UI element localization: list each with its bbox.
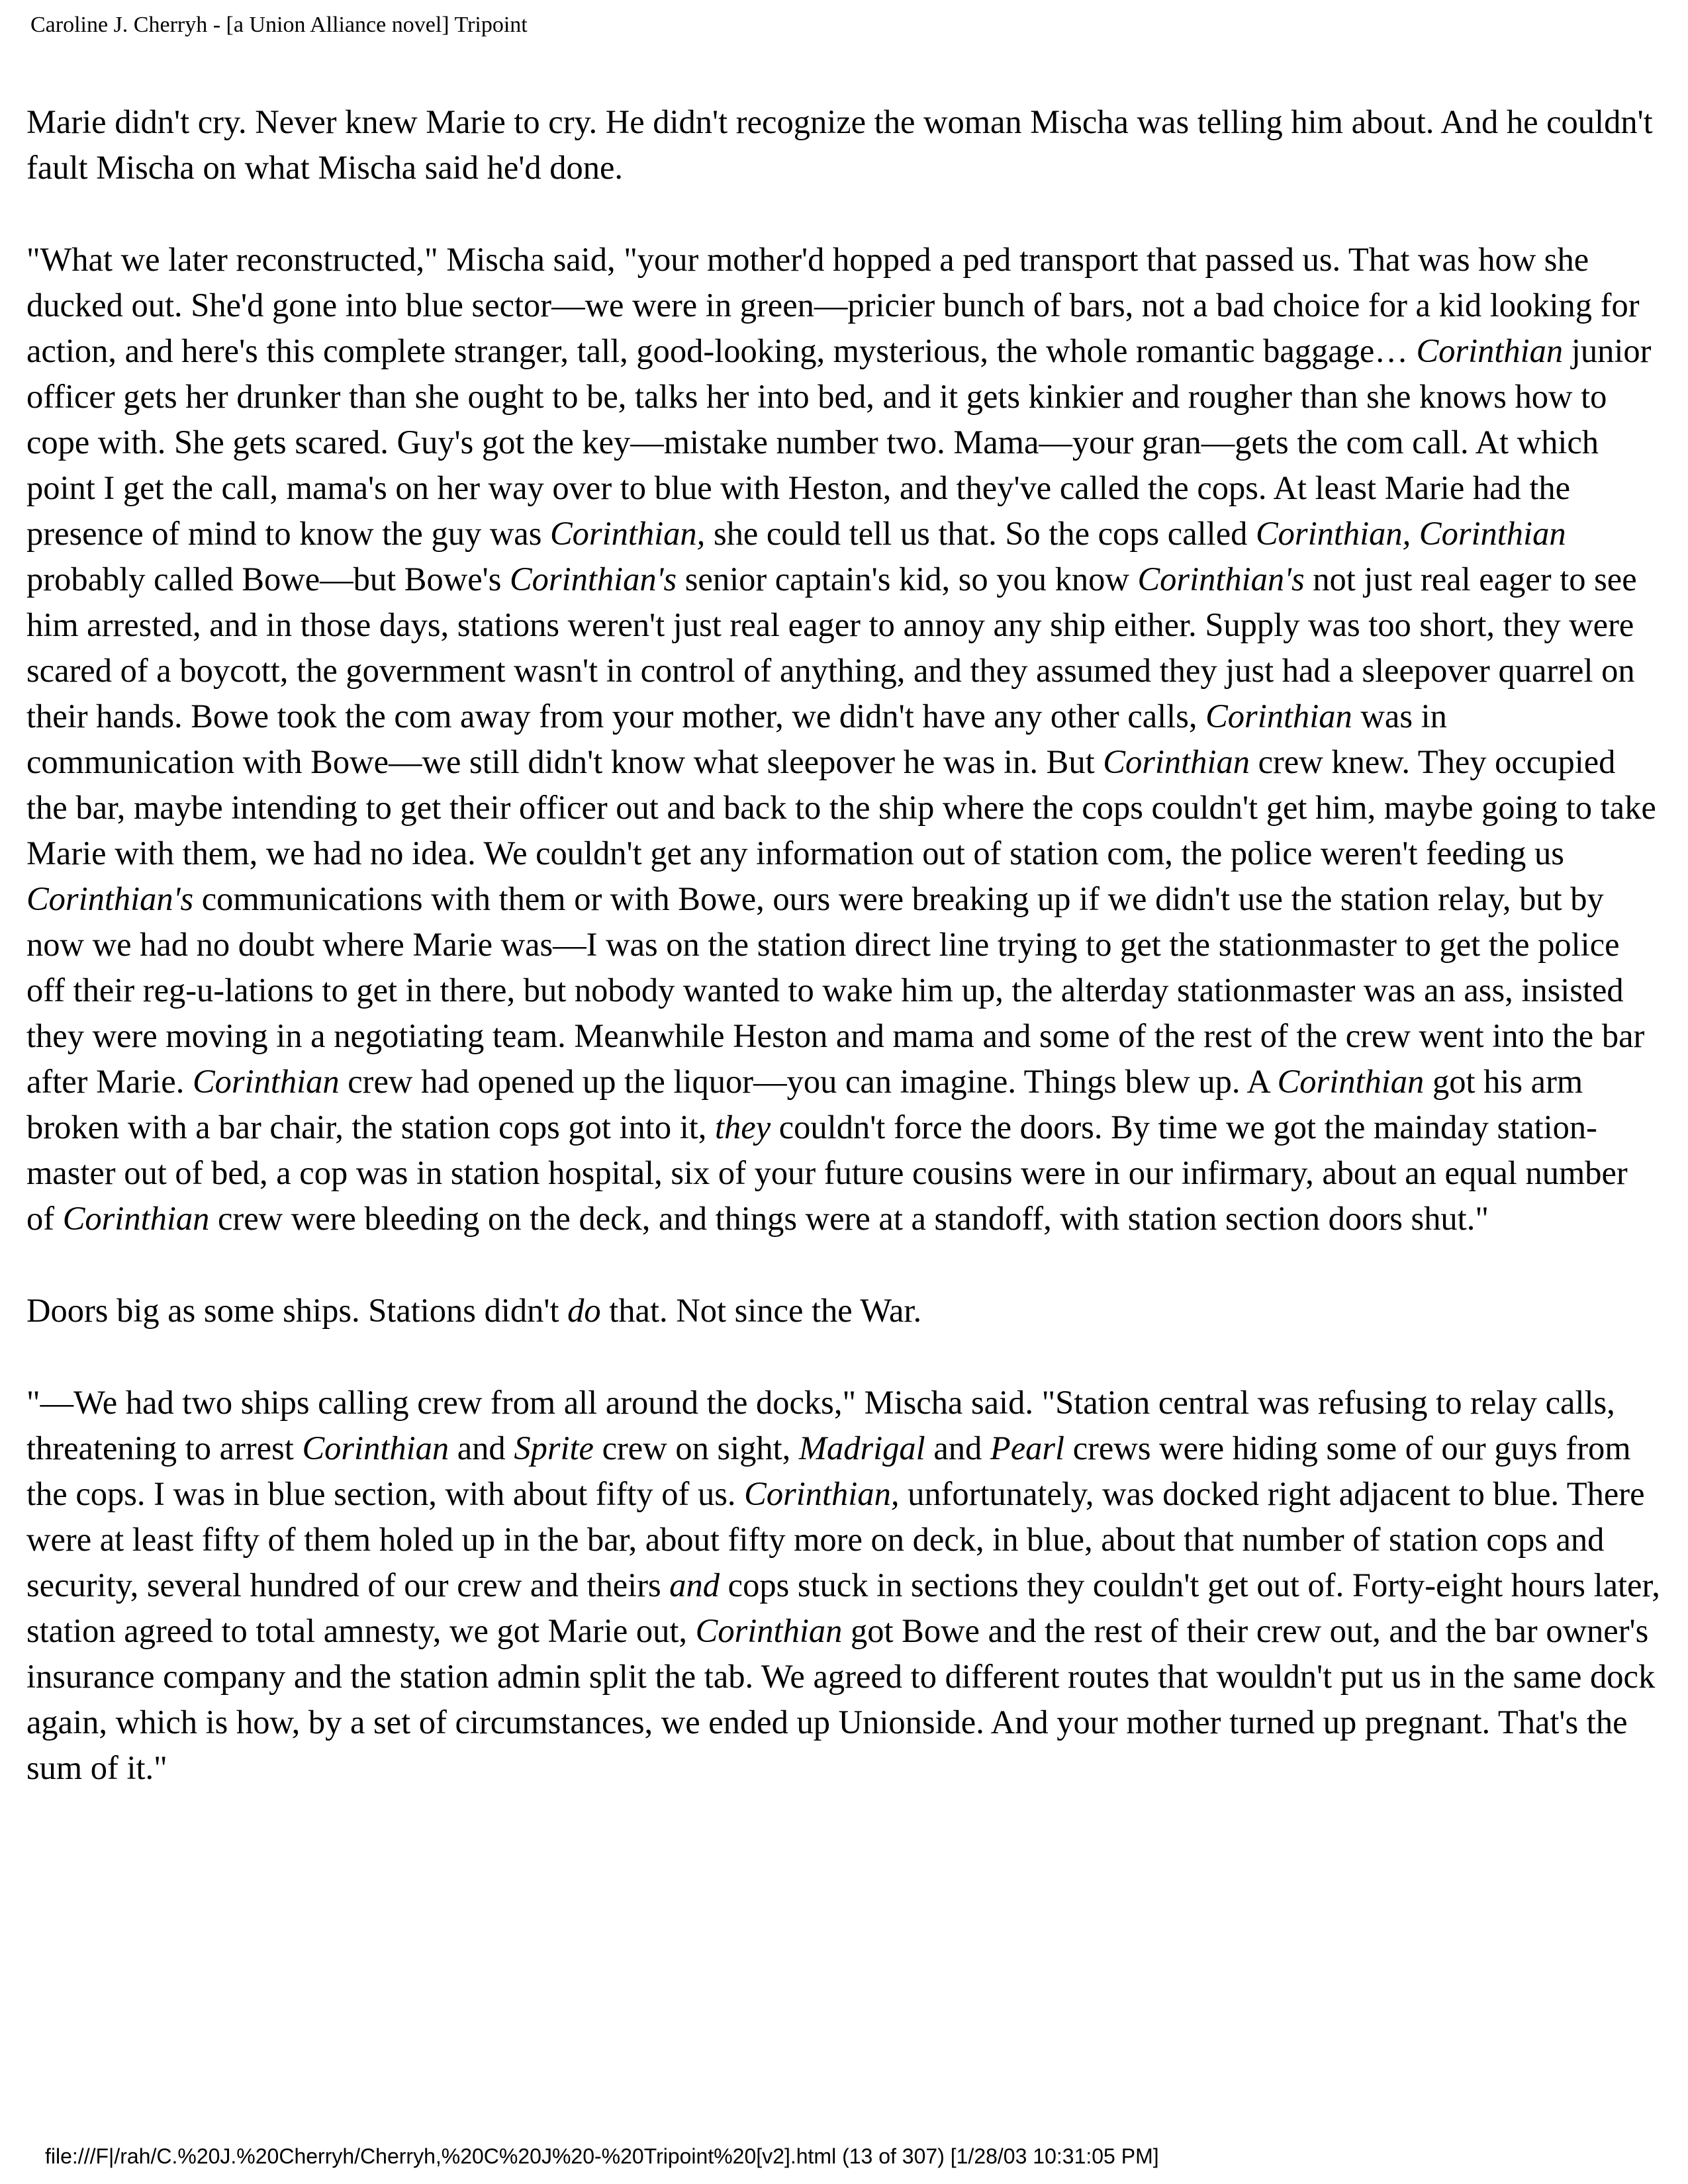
italic-text: Corinthian,	[744, 1475, 900, 1512]
text-run: not just real eager to see him arrested, and in those days, stations weren't just real eager to annoy any ship either. Supply was too short, they were scared of a boycott, the government wasn't in control of anything, and they assumed they just had a sleepover quarrel on their hands. Bowe took the com away from your mother, we didn't have any other calls,	[26, 561, 1637, 735]
italic-text: Sprite	[514, 1430, 594, 1467]
italic-text: Corinthian	[1103, 743, 1250, 780]
italic-text: Corinthian	[192, 1063, 340, 1100]
text-run: "What we later reconstructed," Mischa said, "your mother'd hopped a ped transport that passed us. That was how she ducked out. She'd gone into blue sector—we were in green—pricier bunch of bars, not a bad choice for a kid looking for action, and here's this complete stranger, tall, good-looking, mysterious, the whole romantic baggage…	[26, 241, 1640, 369]
italic-text: Pearl	[990, 1430, 1065, 1467]
page-header: Caroline J. Cherryh - [a Union Alliance novel] Tripoint	[30, 13, 528, 37]
text-run: she could tell us that. So the cops called	[705, 515, 1256, 552]
text-run: crew knew. They occupied the bar, maybe intending to get their officer out and back to the ship where the cops couldn't get him, maybe going to take Marie with them, we had no idea. We couldn't get any information out of station com, the police weren't feeding us	[26, 743, 1656, 872]
paragraph	[26, 99, 1662, 191]
text-run: crew on sight,	[593, 1430, 799, 1467]
text-run: crew were bleeding on the deck, and things were at a standoff, with station section doors shut."	[209, 1200, 1489, 1237]
text-run: "—We had two ships calling crew from all around the docks," Mischa said. "Station central was refusing to relay calls, threatening to arrest	[26, 1384, 1615, 1467]
page-footer: file:///F|/rah/C.%20J.%20Cherryh/Cherryh,%20C%20J%20-%20Tripoint%20[v2].html (13 of 307) [1/28/03 10:31:05 PM]	[45, 2144, 1159, 2168]
text-run: Doors big as some ships. Stations didn't	[26, 1292, 568, 1329]
italic-text: Corinthian's	[26, 880, 194, 917]
italic-text: Corinthian's	[1137, 561, 1305, 598]
text-run: probably called Bowe—but Bowe's	[26, 561, 510, 598]
text-run: that. Not since the War.	[600, 1292, 922, 1329]
text-run: cops stuck in sections they couldn't get out of. Forty-eight hours later, station agreed to total amnesty, we got Marie out,	[26, 1567, 1660, 1649]
italic-text: and	[669, 1567, 720, 1604]
italic-text: Corinthian	[1205, 698, 1352, 735]
italic-text: Corinthian, Corinthian	[1255, 515, 1566, 552]
text-run: Marie didn't cry. Never knew Marie to cry. He didn't recognize the woman Mischa was telling him about. And he couldn't fault Mischa on what Mischa said he'd done.	[26, 103, 1653, 186]
italic-text: Corinthian	[302, 1430, 449, 1467]
italic-text: Corinthian	[62, 1200, 210, 1237]
text-run: junior officer gets her drunker than she ought to be, talks her into bed, and it gets kinkier and rougher than she knows how to cope with. She gets scared. Guy's got the key—mistake number two. Mama—your gran—gets the com call. At which point I get the call, mama's on her way over to blue with Heston, and they've called the cops. At least Marie had the presence of mind to know the guy was	[26, 332, 1652, 552]
text-run: got his arm broken with a bar chair, the station cops got into it,	[26, 1063, 1583, 1146]
paragraph	[26, 1380, 1662, 1791]
text-run: unfortunately, was docked right adjacent to blue. There were at least fifty of them holed up in the bar, about fifty more on deck, in blue, about that number of station cops and security, several hundred of our crew and theirs	[26, 1475, 1645, 1604]
text-run: and	[449, 1430, 514, 1467]
text-run: crew had opened up the liquor—you can imagine. Things blew up. A	[339, 1063, 1278, 1100]
text-run: and	[925, 1430, 990, 1467]
paragraph	[26, 237, 1662, 1242]
paragraph	[26, 1288, 1662, 1334]
italic-text: Corinthian	[695, 1612, 843, 1649]
text-run: got Bowe and the rest of their crew out, and the bar owner's insurance company and the station admin split the tab. We agreed to different routes that wouldn't put us in the same dock again, which is how, by a set of circumstances, we ended up Unionside. And your mother turned up pregnant. That's the sum of it."	[26, 1612, 1656, 1786]
italic-text: they	[715, 1109, 771, 1146]
italic-text: Corinthian	[1416, 332, 1564, 369]
document-body	[26, 99, 1662, 1837]
text-run: couldn't force the doors. By time we got the mainday station-master out of bed, a cop was in station hospital, six of your future cousins were in our infirmary, about an equal number of	[26, 1109, 1628, 1237]
italic-text: Corinthian's	[509, 561, 677, 598]
text-run: was in communication with Bowe—we still didn't know what sleepover he was in. But	[26, 698, 1447, 780]
text-run: senior captain's kid, so you know	[677, 561, 1138, 598]
italic-text: Madrigal	[798, 1430, 925, 1467]
text-run: communications with them or with Bowe, ours were breaking up if we didn't use the station relay, but by now we had no doubt where Marie was—I was on the station direct line trying to get the stationmaster to get the police off their reg-u-lations to get in there, but nobody wanted to wake him up, the alterday stationmaster was an ass, insisted they were moving in a negotiating team. Meanwhile Heston and mama and some of the rest of the crew went into the bar after Marie.	[26, 880, 1645, 1100]
italic-text: Corinthian,	[550, 515, 706, 552]
text-run: crews were hiding some of our guys from the cops. I was in blue section, with about fifty of us.	[26, 1430, 1631, 1512]
italic-text: Corinthian	[1277, 1063, 1425, 1100]
italic-text: do	[567, 1292, 601, 1329]
